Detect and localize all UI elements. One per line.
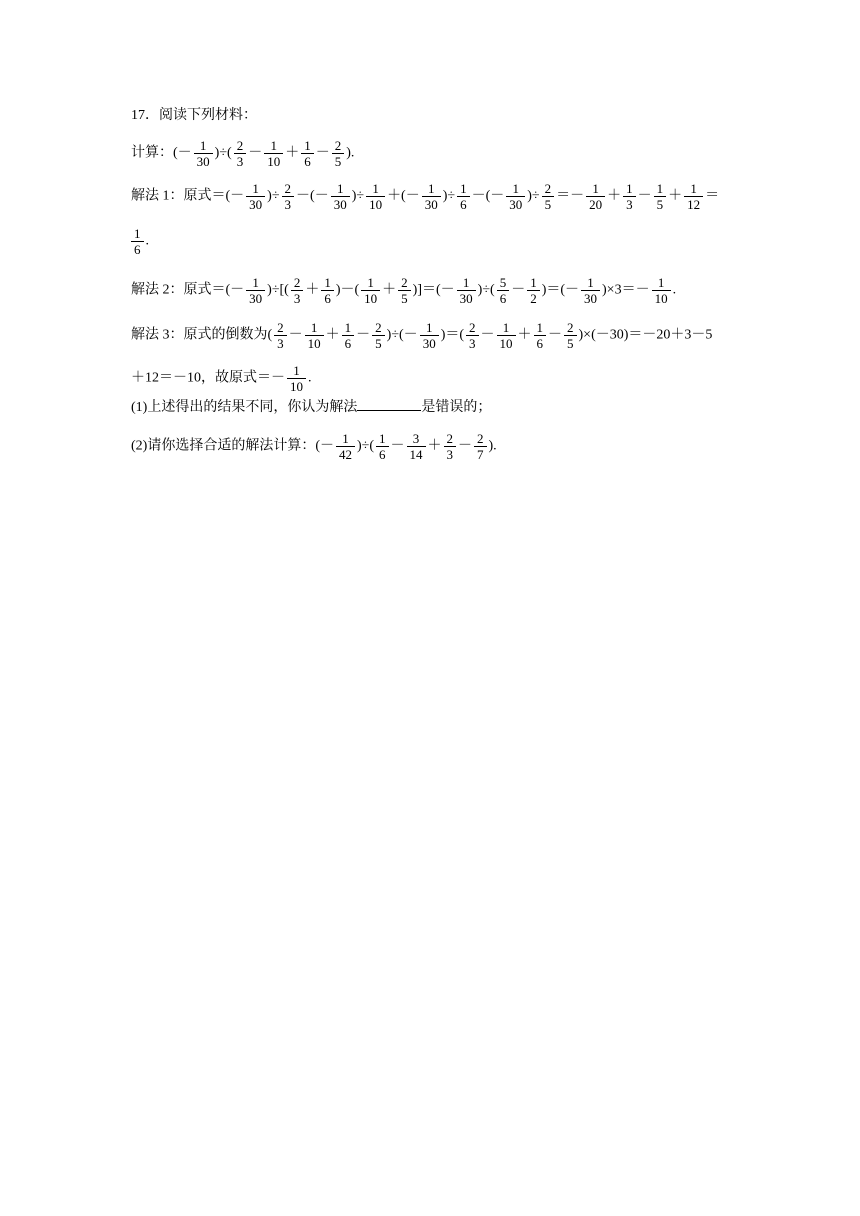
symbol: － [356, 327, 371, 343]
fraction [332, 138, 345, 169]
symbol: － [511, 282, 526, 298]
denominator: 7 [477, 447, 484, 462]
denominator: 2 [530, 291, 537, 306]
symbol: ＋ [325, 327, 340, 343]
fraction [407, 431, 426, 462]
symbol: . [145, 233, 149, 249]
denominator: 5 [656, 197, 664, 212]
denominator: 30 [424, 197, 438, 212]
numerator: 1 [376, 431, 389, 447]
numerator: 1 [287, 363, 306, 379]
fraction [361, 275, 380, 306]
denominator: 6 [134, 242, 141, 257]
numerator: 2 [282, 181, 295, 197]
numerator: 1 [422, 181, 441, 197]
denominator: 10 [369, 197, 383, 212]
symbol: ＝－ [556, 188, 585, 204]
fraction [623, 181, 636, 212]
numerator: 2 [444, 431, 457, 447]
numerator: 1 [497, 320, 516, 336]
fraction [264, 138, 283, 169]
calc-line [131, 138, 732, 169]
fraction [684, 181, 703, 212]
symbol: )＝(－ [541, 282, 580, 298]
numerator: 1 [527, 275, 540, 291]
numerator: 2 [274, 320, 287, 336]
numerator: 1 [366, 181, 385, 197]
fraction [444, 431, 457, 462]
denominator: 5 [334, 154, 342, 169]
fraction [282, 181, 295, 212]
denominator: 6 [304, 154, 311, 169]
symbol: )÷ [351, 188, 365, 204]
symbol: ＋ [517, 327, 532, 343]
numerator: 2 [474, 431, 487, 447]
denominator: 3 [277, 336, 284, 351]
fraction [457, 181, 470, 212]
heading-text: 17．阅读下列材料： [131, 108, 257, 123]
answer-blank[interactable] [357, 396, 421, 411]
symbol: － [248, 145, 263, 161]
numerator: 1 [305, 320, 324, 336]
denominator: 3 [284, 197, 292, 212]
denominator: 6 [536, 336, 544, 351]
denominator: 3 [469, 336, 476, 351]
denominator: 30 [584, 291, 598, 306]
numerator: 1 [534, 320, 547, 336]
fraction [376, 431, 389, 462]
fraction [422, 181, 441, 212]
denominator: 6 [344, 336, 352, 351]
symbol: － [458, 438, 473, 454]
numerator: 2 [542, 181, 555, 197]
denominator: 10 [267, 154, 281, 169]
denominator: 5 [401, 291, 408, 306]
symbol: )÷ [527, 188, 540, 204]
numerator: 3 [407, 431, 426, 447]
denominator: 30 [459, 291, 473, 306]
symbol: )÷ [267, 188, 280, 204]
numerator: 1 [361, 275, 380, 291]
denominator: 10 [307, 336, 321, 351]
symbol: － [548, 327, 563, 343]
denominator: 5 [567, 336, 574, 351]
numerator: 2 [372, 320, 385, 336]
symbol: ). [488, 438, 497, 454]
question-2-label: (2)请你选择合适的解法计算： [131, 438, 316, 454]
method-1-label: 解法 1：原式＝ [131, 188, 226, 204]
denominator: 3 [626, 197, 633, 212]
symbol: . [672, 282, 677, 298]
numerator: 1 [623, 181, 636, 197]
symbol: ＋ [427, 438, 442, 454]
method-2-line [131, 275, 732, 306]
denominator: 20 [589, 197, 603, 212]
denominator: 14 [409, 447, 423, 462]
fraction [586, 181, 605, 212]
method-1-line [131, 181, 732, 212]
numerator: 5 [497, 275, 510, 291]
denominator: 6 [499, 291, 507, 306]
symbol: － [480, 327, 495, 343]
symbol: (－ [225, 282, 245, 298]
fraction [194, 138, 213, 169]
fraction [366, 181, 385, 212]
question-1 [131, 396, 732, 418]
numerator: 1 [336, 431, 355, 447]
question-2 [131, 431, 732, 462]
method-3-line: 解法 3：原式的倒数为( $\frac{2}{3}$ － $\frac{1}{10}$ ＋ $\frac{1}{6}$ － $\frac{2}{5}$ )÷(－ $\frac{1}{30}$ )＝( $\frac{2}{3}$ － $\frac{1}{10}$ ＋ $\frac{1}{6}$ － $\frac{2}{5}$ )×(－30)＝－20＋3－5 [131, 320, 713, 351]
denominator: 6 [324, 291, 331, 306]
question-1-text: (1)上述得出的结果不同，你认为解法 [131, 400, 358, 415]
numerator: 1 [264, 138, 283, 154]
symbol: －(－ [296, 188, 329, 204]
numerator: 1 [301, 138, 314, 154]
fraction [331, 181, 350, 212]
denominator: 3 [446, 447, 454, 462]
fraction [234, 138, 247, 169]
symbol: )÷( [214, 145, 232, 161]
denominator: 12 [687, 197, 701, 212]
symbol: ). [346, 145, 355, 161]
numerator: 2 [234, 138, 247, 154]
method-2-label: 解法 2：原式＝ [131, 282, 226, 298]
symbol: －(－ [471, 188, 505, 204]
numerator: 1 [131, 226, 144, 242]
numerator: 1 [420, 320, 439, 336]
numerator: 2 [466, 320, 479, 336]
symbol: ＋ [668, 188, 683, 204]
symbol: ＋(－ [387, 188, 420, 204]
fraction [291, 275, 304, 306]
fraction [301, 138, 314, 169]
denominator: 42 [339, 447, 352, 462]
fraction [420, 320, 439, 351]
numerator: 1 [194, 138, 213, 154]
fraction [398, 275, 411, 306]
denominator: 30 [249, 197, 263, 212]
numerator: 1 [506, 181, 525, 197]
numerator: 1 [321, 275, 334, 291]
numerator: 2 [291, 275, 304, 291]
fraction [564, 320, 577, 351]
numerator: 1 [457, 275, 476, 291]
symbol: )]＝(－ [412, 282, 455, 298]
fraction [372, 320, 385, 351]
denominator: 5 [375, 336, 382, 351]
symbol: － [637, 188, 652, 204]
symbol: )÷[( [267, 282, 289, 298]
fraction [652, 275, 671, 306]
numerator: 1 [342, 320, 355, 336]
denominator: 5 [544, 197, 552, 212]
denominator: 10 [499, 336, 513, 351]
fraction [246, 181, 265, 212]
symbol: )÷( [477, 282, 495, 298]
denominator: 30 [196, 154, 210, 169]
symbol: ＋ [382, 282, 397, 298]
symbol: )×3＝－ [602, 282, 650, 298]
denominator: 10 [364, 291, 378, 306]
question-1-tail: 是错误的； [421, 400, 492, 415]
fraction [305, 320, 324, 351]
symbol: )÷( [357, 438, 375, 454]
symbol: . [308, 370, 312, 386]
numerator: 1 [586, 181, 605, 197]
symbol: ＝ [705, 188, 720, 204]
problem-heading [131, 106, 732, 126]
fraction [474, 431, 487, 462]
symbol: (－ [225, 188, 245, 204]
fraction [246, 275, 265, 306]
fraction [527, 275, 540, 306]
numerator: 1 [684, 181, 703, 197]
numerator: 1 [654, 181, 667, 197]
symbol: ＋ [285, 145, 300, 161]
numerator: 1 [457, 181, 470, 197]
symbol: ＋ [607, 188, 622, 204]
denominator: 6 [379, 447, 386, 462]
denominator: 30 [422, 336, 436, 351]
symbol: (－ [173, 145, 192, 161]
symbol: － [390, 438, 405, 454]
symbol: )÷ [442, 188, 456, 204]
denominator: 10 [290, 379, 303, 394]
symbol: )＝( [440, 327, 465, 343]
fraction [542, 181, 555, 212]
denominator: 30 [509, 197, 523, 212]
fraction [131, 226, 144, 257]
fraction [342, 320, 355, 351]
denominator: 30 [249, 291, 263, 306]
numerator: 2 [398, 275, 411, 291]
numerator: 1 [246, 181, 265, 197]
symbol: )×(－30)＝－20＋3－5 [578, 327, 713, 343]
calc-label: 计算： [131, 145, 173, 161]
fraction [274, 320, 287, 351]
method-1-result-line [131, 226, 732, 257]
numerator: 2 [564, 320, 577, 336]
denominator: 30 [333, 197, 347, 212]
denominator: 3 [236, 154, 244, 169]
fraction [287, 363, 306, 394]
fraction [321, 275, 334, 306]
method-3-label: 解法 3：原式的倒数为 [131, 327, 268, 343]
numerator: 1 [581, 275, 600, 291]
denominator: 6 [460, 197, 467, 212]
symbol: － [288, 327, 303, 343]
fraction [581, 275, 600, 306]
fraction [497, 320, 516, 351]
denominator: 3 [293, 291, 301, 306]
symbol: (－ [315, 438, 334, 454]
symbol: )－( [335, 282, 360, 298]
symbol: )÷(－ [386, 327, 418, 343]
numerator: 2 [332, 138, 345, 154]
denominator: 10 [654, 291, 668, 306]
fraction [534, 320, 547, 351]
symbol: ＋12＝－10，故原式＝－ [131, 370, 285, 386]
fraction [506, 181, 525, 212]
fraction [497, 275, 510, 306]
numerator: 1 [331, 181, 350, 197]
fraction [654, 181, 667, 212]
fraction [336, 431, 355, 462]
symbol: ＋ [305, 282, 320, 298]
method-3-result-line [131, 363, 732, 394]
numerator: 1 [246, 275, 265, 291]
fraction [466, 320, 479, 351]
numerator: 1 [652, 275, 671, 291]
fraction [457, 275, 476, 306]
symbol: － [315, 145, 330, 161]
